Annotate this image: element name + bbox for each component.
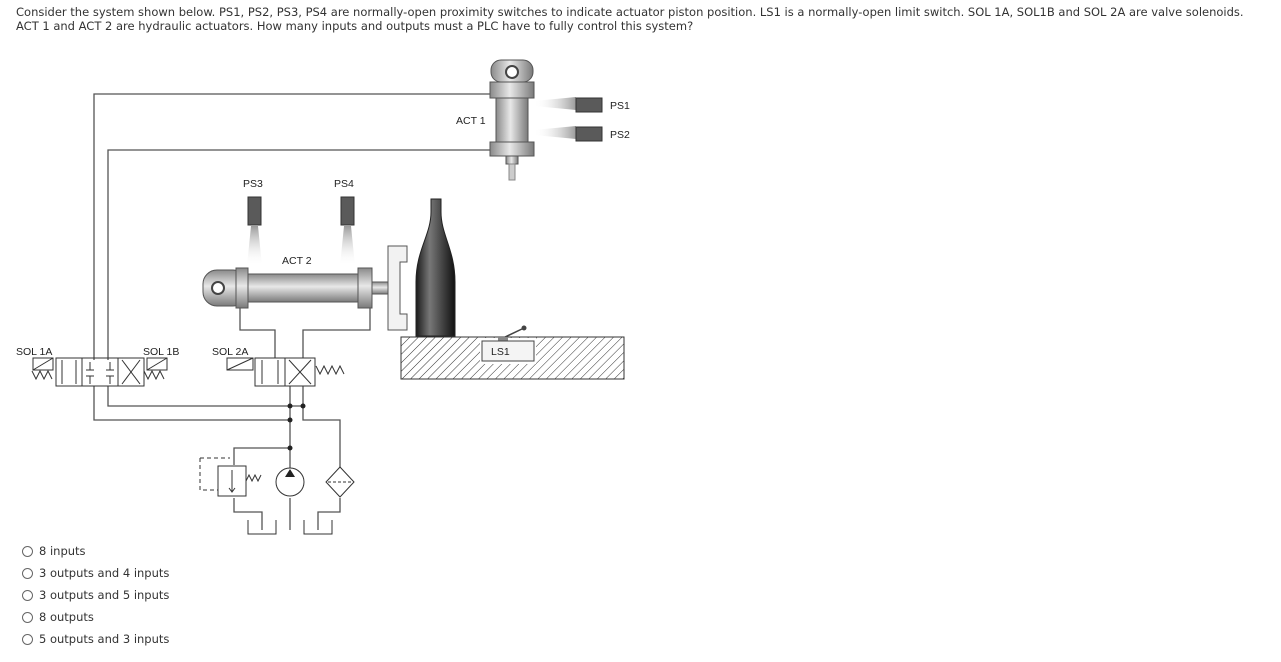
label-sol1a: SOL 1A	[16, 346, 53, 358]
label-ps3: PS3	[243, 178, 263, 190]
label-ls1: LS1	[491, 346, 510, 358]
radio-button[interactable]	[22, 634, 33, 645]
option-8-outputs[interactable]	[22, 606, 169, 628]
relief-valve	[200, 458, 261, 496]
option-label: 5 outputs and 3 inputs	[39, 632, 170, 646]
option-8-inputs[interactable]	[22, 540, 169, 562]
radio-button[interactable]	[22, 612, 33, 623]
proximity-switch-ps3	[247, 197, 262, 266]
label-act2: ACT 2	[282, 255, 312, 267]
directional-valve-2	[227, 358, 344, 386]
label-act1: ACT 1	[456, 115, 486, 127]
label-sol1b: SOL 1B	[143, 346, 180, 358]
proximity-switch-ps4	[340, 197, 355, 266]
label-ps4: PS4	[334, 178, 354, 190]
option-label: 3 outputs and 4 inputs	[39, 566, 170, 580]
hydraulic-pump	[276, 468, 304, 496]
question-line-1: Consider the system shown below. PS1, PS2, PS3, PS4 are normally-open proximity switches to indicate actuator piston position. LS1 is a normally-open limit switch. SOL 1A, SOL1B and SOL 2A are valve solenoids.	[16, 5, 1244, 19]
option-3-outputs-4-inputs[interactable]	[22, 562, 169, 584]
radio-button[interactable]	[22, 590, 33, 601]
label-ps1: PS1	[610, 100, 630, 112]
filter	[326, 467, 354, 497]
option-3-outputs-5-inputs[interactable]	[22, 584, 169, 606]
actuator-act1	[490, 60, 534, 180]
proximity-switch-ps1	[534, 97, 602, 112]
proximity-switch-ps2	[534, 126, 602, 141]
radio-button[interactable]	[22, 546, 33, 557]
question-line-2: ACT 1 and ACT 2 are hydraulic actuators. How many inputs and outputs must a PLC have to fully control this system?	[16, 19, 694, 33]
radio-button[interactable]	[22, 568, 33, 579]
answer-options	[22, 540, 169, 650]
option-label: 8 outputs	[39, 610, 94, 624]
bottle	[416, 199, 455, 336]
directional-valve-1	[32, 358, 167, 386]
label-ps2: PS2	[610, 129, 630, 141]
option-label: 3 outputs and 5 inputs	[39, 588, 170, 602]
label-sol2a: SOL 2A	[212, 346, 249, 358]
option-label: 8 inputs	[39, 544, 86, 558]
option-5-outputs-3-inputs[interactable]	[22, 628, 169, 650]
